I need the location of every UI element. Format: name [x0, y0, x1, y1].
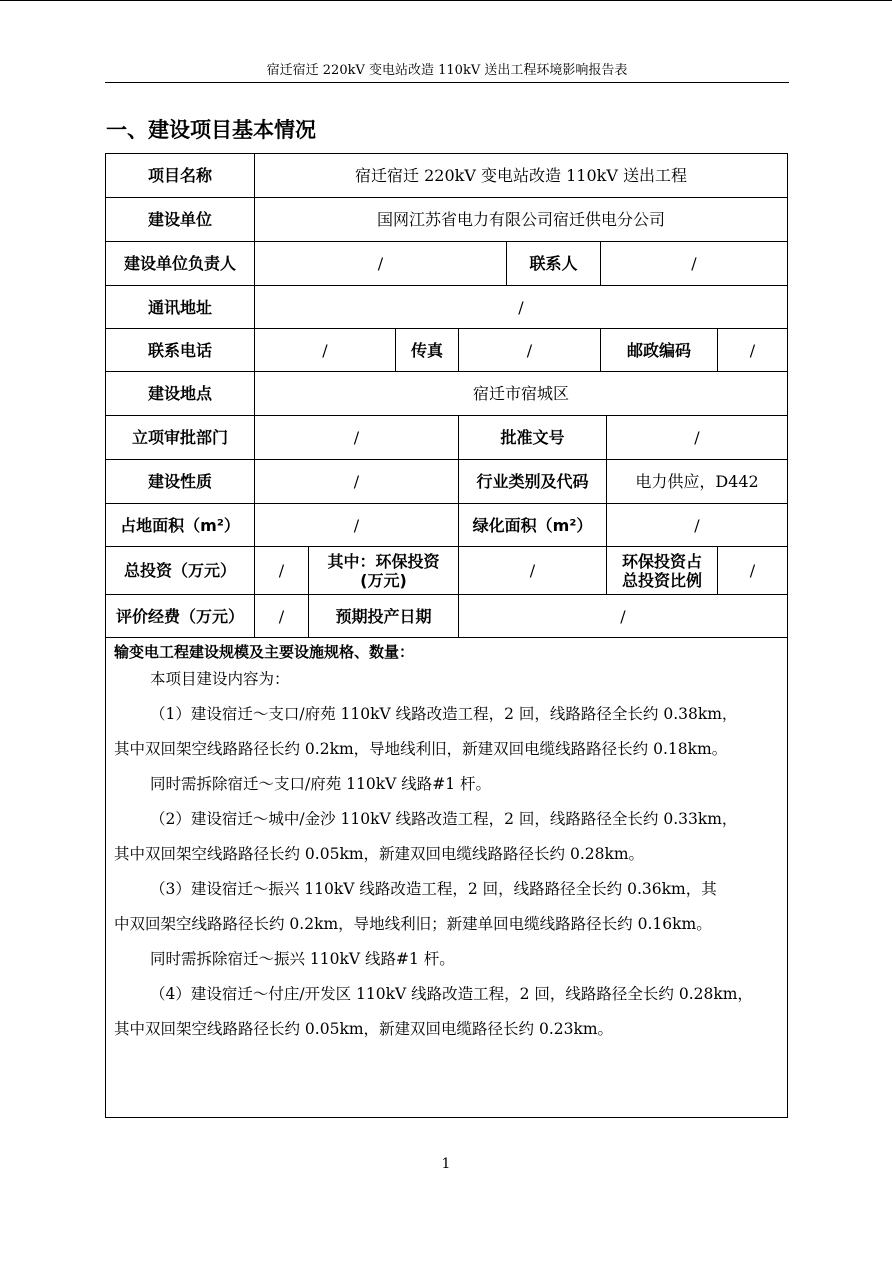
scale-line: 同时需拆除宿迁～振兴 110kV 线路#1 杆。: [150, 950, 455, 968]
phone-value: /: [322, 340, 328, 360]
scale-line: （4）建设宿迁～付庄/开发区 110kV 线路改造工程，2 回，线路路径全长约 0.28km，: [150, 985, 753, 1003]
approval-doc-value: /: [694, 428, 700, 447]
scale-line: 其中双回架空线路路径长约 0.05km，新建双回电缆路径长约 0.23km。: [114, 1020, 614, 1038]
builder-value: 国网江苏省电力有限公司宿迁供电分公司: [376, 210, 665, 229]
env-ratio-label-line1: 环保投资占: [621, 551, 702, 571]
total-invest-value: /: [278, 561, 285, 580]
operation-date-label: 预期投产日期: [335, 606, 432, 626]
site-label: 建设地点: [147, 384, 212, 403]
eval-fee-label: 评价经费（万元）: [115, 606, 244, 626]
address-value: /: [518, 297, 524, 317]
industry-value: 电力供应，D442: [635, 472, 759, 491]
scale-line: 中双回架空线路路径长约 0.2km，导地线利旧；新建单回电缆线路路径长约 0.16km。: [114, 915, 712, 933]
env-invest-value: /: [529, 561, 536, 580]
env-ratio-label-line2: 总投资比例: [621, 570, 702, 590]
fax-label: 传真: [410, 340, 443, 360]
scale-line: 其中双回架空线路路径长约 0.2km，导地线利旧，新建双回电缆线路路径长约 0.18km。: [114, 740, 728, 758]
contact-value: /: [691, 254, 697, 273]
approval-dept-value: /: [353, 428, 360, 447]
land-area-value: /: [353, 515, 360, 535]
fax-value: /: [526, 340, 533, 360]
scale-line: （1）建设宿迁～支口/府苑 110kV 线路改造工程，2 回，线路路径全长约 0.38km，: [150, 705, 738, 723]
running-header: 宿迁宿迁 220kV 变电站改造 110kV 送出工程环境影响报告表: [266, 63, 628, 78]
builder-label: 建设单位: [147, 210, 212, 229]
contact-label: 联系人: [529, 254, 578, 273]
env-ratio-value: /: [749, 561, 756, 580]
scale-line: （2）建设宿迁～城中/金沙 110kV 线路改造工程，2 回，线路路径全长约 0.33km，: [150, 810, 738, 828]
site-value: 宿迁市宿城区: [472, 384, 569, 403]
project-name-label: 项目名称: [147, 166, 212, 185]
industry-label: 行业类别及代码: [476, 472, 589, 491]
nature-label: 建设性质: [147, 472, 212, 491]
eval-fee-value: /: [278, 606, 285, 626]
scale-line: 同时需拆除宿迁～支口/府苑 110kV 线路#1 杆。: [150, 775, 492, 793]
scale-line: 本项目建设内容为：: [150, 670, 290, 688]
approval-doc-label: 批准文号: [500, 428, 565, 447]
land-area-label: 占地面积（m²）: [120, 515, 240, 535]
scale-title: 输变电工程建设规模及主要设施规格、数量：: [114, 643, 415, 661]
postcode-value: /: [749, 340, 756, 360]
builder-head-label: 建设单位负责人: [123, 254, 236, 273]
env-invest-label: [309, 547, 458, 594]
env-invest-label-line2: (万元): [360, 570, 407, 590]
postcode-label: 邮政编码: [626, 340, 691, 360]
operation-date-value: /: [620, 606, 626, 626]
env-invest-label-line1: 其中：环保投资: [327, 551, 440, 571]
builder-head-value: /: [377, 254, 384, 273]
total-invest-label: 总投资（万元）: [123, 561, 236, 580]
env-ratio-label: [607, 547, 717, 594]
project-name-value: 宿迁宿迁 220kV 变电站改造 110kV 送出工程: [355, 166, 687, 185]
address-label: 通讯地址: [147, 297, 212, 317]
scale-line: 其中双回架空线路路径长约 0.05km，新建双回电缆线路路径长约 0.28km。: [114, 845, 645, 863]
nature-value: /: [353, 472, 360, 491]
page-number: 1: [441, 1156, 451, 1172]
green-area-label: 绿化面积（m²）: [472, 515, 593, 535]
section-title: 一、建设项目基本情况: [106, 118, 316, 142]
scale-line: （3）建设宿迁～振兴 110kV 线路改造工程，2 回，线路路径全长约 0.36km，其: [150, 880, 717, 898]
green-area-value: /: [694, 515, 700, 535]
approval-dept-label: 立项审批部门: [131, 428, 228, 447]
phone-label: 联系电话: [147, 340, 212, 360]
